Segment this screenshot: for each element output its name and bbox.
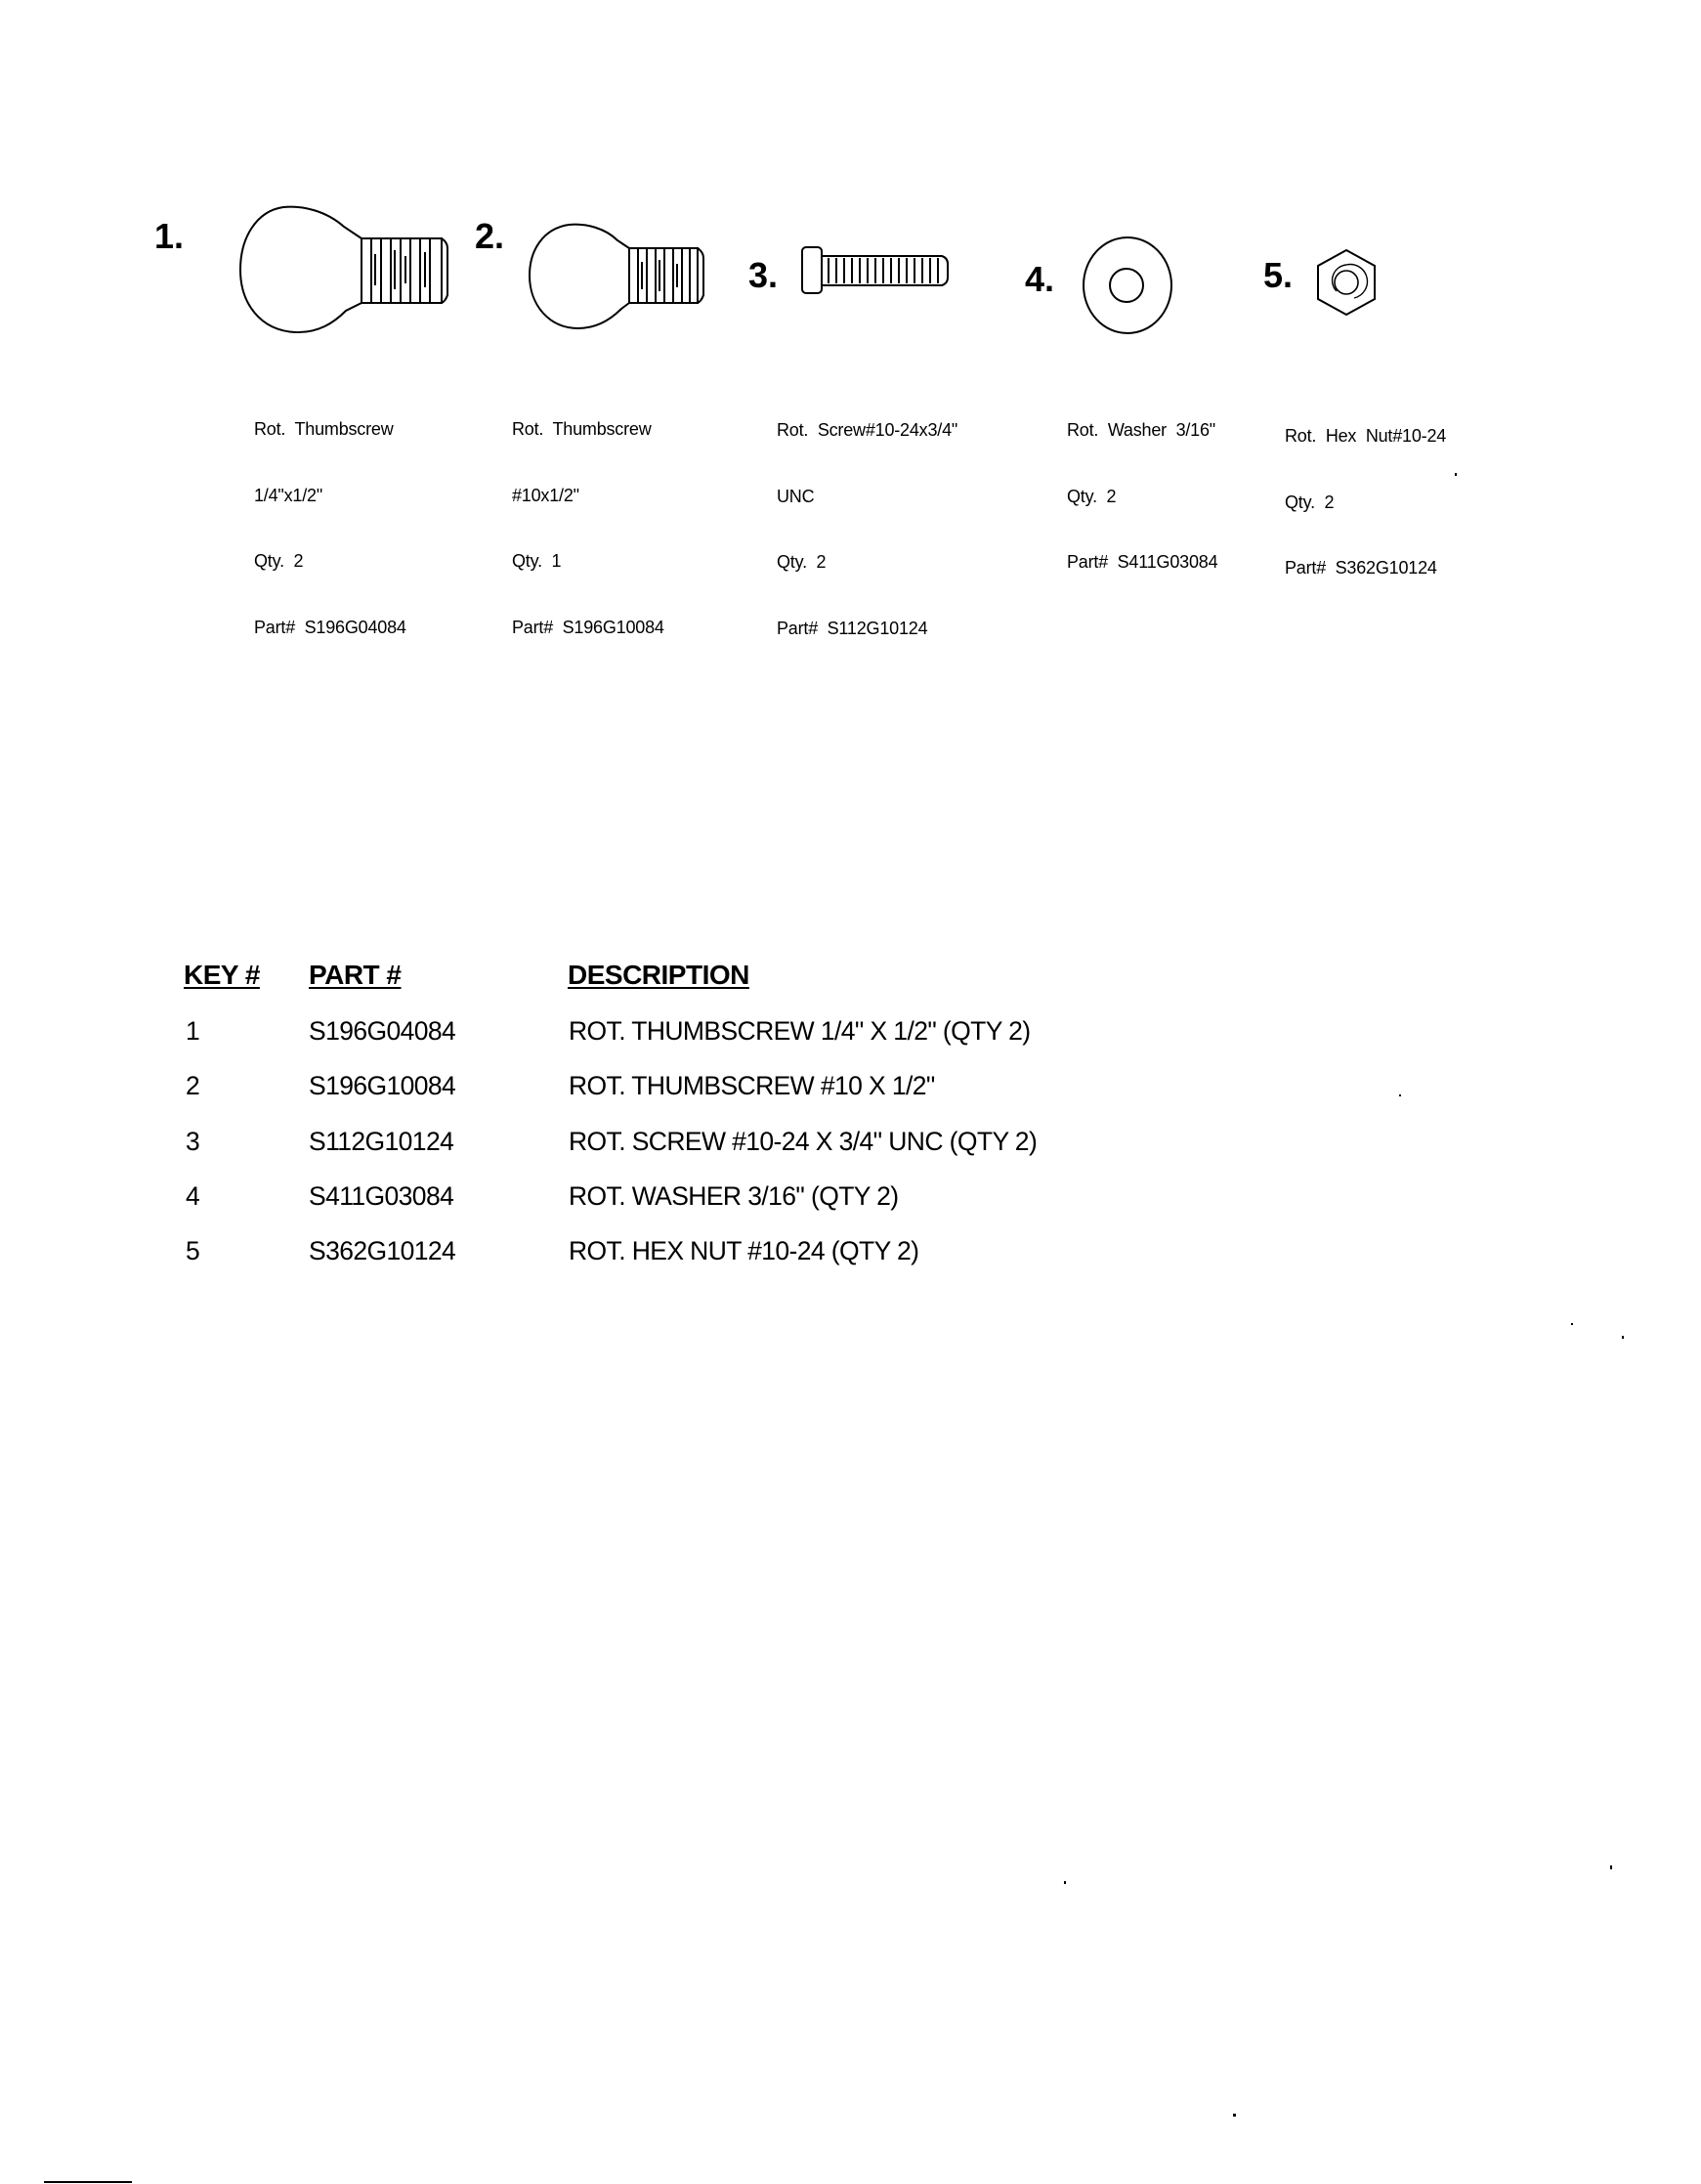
row-part: S196G10084	[309, 1071, 456, 1100]
part-number: Part# S411G03084	[1067, 552, 1218, 572]
speck	[1233, 2114, 1236, 2117]
part-desc: Rot. Thumbscrew	[512, 419, 652, 439]
part-label-2	[512, 374, 664, 682]
part-number: Part# S112G10124	[777, 618, 928, 638]
part-qty: Qty. 2	[1067, 486, 1117, 506]
row-description: ROT. THUMBSCREW 1/4" X 1/2" (QTY 2)	[569, 1016, 1031, 1046]
part-size: #10x1/2"	[512, 485, 579, 505]
part-label-4	[1067, 375, 1217, 618]
speck	[1571, 1323, 1573, 1325]
thumbscrew-large-icon	[238, 205, 448, 334]
row-key: 3	[186, 1127, 200, 1156]
part-label-1	[254, 374, 406, 682]
header-part: PART #	[309, 960, 402, 990]
screw-icon	[801, 246, 950, 295]
header-key: KEY #	[184, 960, 260, 990]
row-description: ROT. HEX NUT #10-24 (QTY 2)	[569, 1236, 919, 1265]
part-qty: Qty. 2	[777, 552, 827, 572]
part-size: 1/4"x1/2"	[254, 485, 323, 505]
part-size: UNC	[777, 486, 815, 506]
part-number-3: 3.	[748, 255, 779, 295]
thumbscrew-small-icon	[528, 221, 705, 330]
row-key: 5	[186, 1236, 200, 1265]
speck	[1622, 1336, 1624, 1339]
row-key: 4	[186, 1181, 200, 1211]
row-description: ROT. THUMBSCREW #10 X 1/2"	[569, 1071, 935, 1100]
bottom-rule	[44, 2181, 132, 2183]
part-number-2: 2.	[475, 216, 505, 256]
row-part: S411G03084	[309, 1181, 454, 1211]
part-desc: Rot. Washer 3/16"	[1067, 420, 1215, 440]
speck	[1399, 1094, 1401, 1096]
part-desc: Rot. Hex Nut#10-24	[1285, 426, 1447, 446]
part-qty: Qty. 2	[1285, 492, 1335, 512]
washer-icon	[1081, 235, 1174, 336]
header-description: DESCRIPTION	[568, 960, 749, 990]
part-label-3	[777, 375, 957, 683]
row-description: ROT. WASHER 3/16" (QTY 2)	[569, 1181, 899, 1211]
hex-nut-icon	[1315, 248, 1378, 319]
part-qty: Qty. 1	[512, 551, 562, 571]
part-desc: Rot. Thumbscrew	[254, 419, 394, 439]
part-number: Part# S196G10084	[512, 617, 664, 637]
speck	[1064, 1881, 1066, 1884]
row-key: 1	[186, 1016, 200, 1046]
part-desc: Rot. Screw#10-24x3/4"	[777, 420, 958, 440]
part-label-5	[1285, 381, 1446, 623]
part-number: Part# S362G10124	[1285, 558, 1437, 578]
row-key: 2	[186, 1071, 200, 1100]
row-description: ROT. SCREW #10-24 X 3/4" UNC (QTY 2)	[569, 1127, 1038, 1156]
part-number-1: 1.	[154, 216, 185, 256]
part-qty: Qty. 2	[254, 551, 304, 571]
speck	[1610, 1865, 1612, 1869]
row-part: S362G10124	[309, 1236, 456, 1265]
part-number-4: 4.	[1025, 259, 1055, 299]
row-part: S112G10124	[309, 1127, 454, 1156]
row-part: S196G04084	[309, 1016, 456, 1046]
part-number: Part# S196G04084	[254, 617, 406, 637]
part-number-5: 5.	[1263, 255, 1294, 295]
speck	[1455, 473, 1457, 476]
